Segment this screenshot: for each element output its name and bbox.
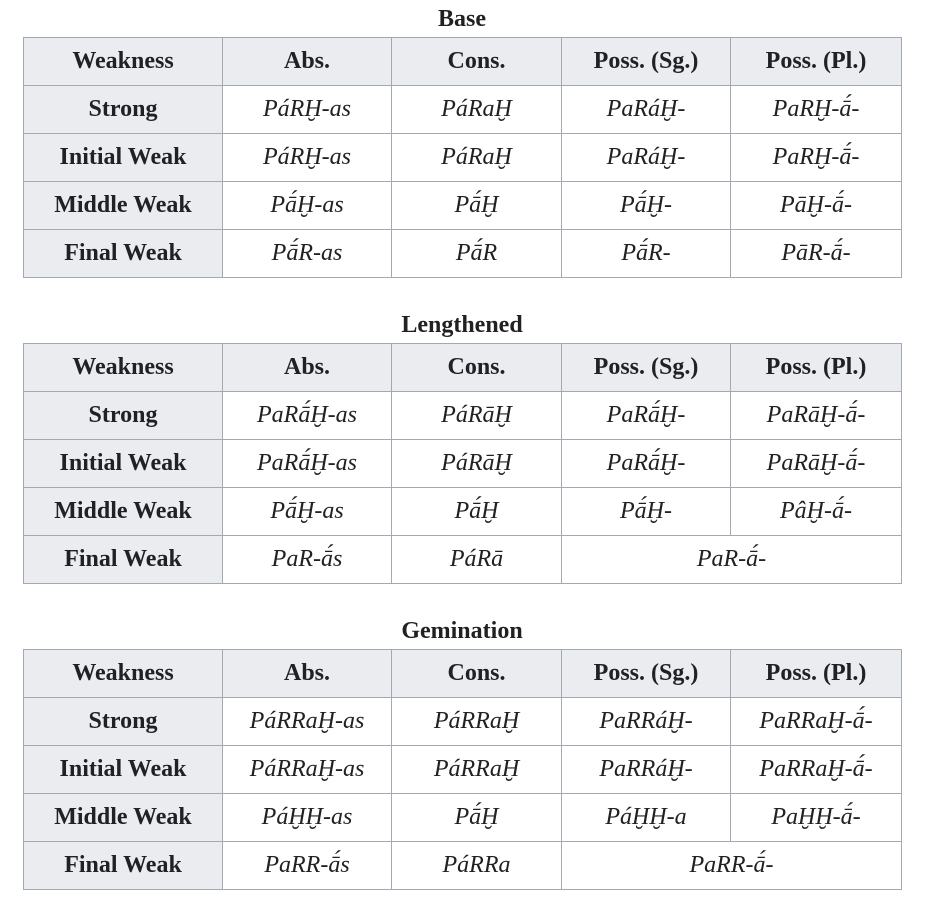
cell-abs: PaRā́Ḫ-as	[223, 392, 392, 440]
cell-poss-pl: PaRRaḪ-ā́-	[731, 746, 902, 794]
cell-poss-pl: PaRḪ-ā́-	[731, 86, 902, 134]
cell-poss-sg: PaRáḪ-	[562, 134, 731, 182]
header-weakness: Weakness	[24, 650, 223, 698]
table-row	[24, 698, 902, 746]
cell-poss-merged: PaR-ā́-	[562, 536, 902, 584]
row-label: Strong	[24, 86, 223, 134]
row-label: Initial Weak	[24, 746, 223, 794]
row-label: Strong	[24, 698, 223, 746]
cell-poss-pl: PaḪḪ-ā́-	[731, 794, 902, 842]
cell-cons: Pā́Ḫ	[392, 488, 562, 536]
cell-cons: PáRaḪ	[392, 86, 562, 134]
header-row	[24, 650, 902, 698]
row-label: Middle Weak	[24, 488, 223, 536]
cell-cons: PáRāḪ	[392, 440, 562, 488]
declension-table-base	[23, 37, 902, 278]
header-cons: Cons.	[392, 38, 562, 86]
table-row	[24, 182, 902, 230]
header-abs: Abs.	[223, 38, 392, 86]
header-poss-sg: Poss. (Sg.)	[562, 344, 731, 392]
cell-poss-sg: Pā́R-	[562, 230, 731, 278]
table-row	[24, 794, 902, 842]
table-row	[24, 440, 902, 488]
cell-cons: PáRRaḪ	[392, 746, 562, 794]
row-label: Middle Weak	[24, 182, 223, 230]
cell-poss-sg: PaRā́Ḫ-	[562, 440, 731, 488]
row-label: Initial Weak	[24, 134, 223, 182]
table-row	[24, 842, 902, 890]
declension-table-gemination	[23, 649, 902, 890]
table-row	[24, 134, 902, 182]
header-abs: Abs.	[223, 650, 392, 698]
cell-abs: PáḪḪ-as	[223, 794, 392, 842]
header-row	[24, 38, 902, 86]
header-poss-pl: Poss. (Pl.)	[731, 650, 902, 698]
table-block-base	[23, 1, 901, 278]
cell-poss-pl: PâḪ-ā́-	[731, 488, 902, 536]
cell-cons: Pā́Ḫ	[392, 794, 562, 842]
table-caption: Gemination	[401, 618, 523, 644]
header-row	[24, 344, 902, 392]
cell-cons: PáRā	[392, 536, 562, 584]
row-label: Final Weak	[24, 230, 223, 278]
cell-abs: PáRḪ-as	[223, 134, 392, 182]
cell-poss-merged: PaRR-ā́-	[562, 842, 902, 890]
table-row	[24, 230, 902, 278]
cell-poss-pl: PaRāḪ-ā́-	[731, 392, 902, 440]
cell-poss-pl: PaRRaḪ-ā́-	[731, 698, 902, 746]
row-label: Final Weak	[24, 536, 223, 584]
header-poss-sg: Poss. (Sg.)	[562, 650, 731, 698]
cell-poss-pl: PaRḪ-ā́-	[731, 134, 902, 182]
table-row	[24, 488, 902, 536]
table-caption: Base	[438, 6, 486, 32]
table-row	[24, 86, 902, 134]
header-cons: Cons.	[392, 650, 562, 698]
table-row	[24, 536, 902, 584]
row-label: Initial Weak	[24, 440, 223, 488]
header-abs: Abs.	[223, 344, 392, 392]
row-label: Final Weak	[24, 842, 223, 890]
cell-abs: Pā́Ḫ-as	[223, 488, 392, 536]
table-row	[24, 746, 902, 794]
header-weakness: Weakness	[24, 344, 223, 392]
header-poss-pl: Poss. (Pl.)	[731, 344, 902, 392]
cell-abs: PáRRaḪ-as	[223, 698, 392, 746]
table-block-lengthened	[23, 307, 901, 584]
cell-poss-sg: PaRRáḪ-	[562, 698, 731, 746]
table-row	[24, 392, 902, 440]
header-cons: Cons.	[392, 344, 562, 392]
cell-poss-pl: PāḪ-ā́-	[731, 182, 902, 230]
cell-poss-sg: Pā́Ḫ-	[562, 182, 731, 230]
cell-abs: PáRḪ-as	[223, 86, 392, 134]
cell-poss-sg: PaRRáḪ-	[562, 746, 731, 794]
cell-cons: PáRāḪ	[392, 392, 562, 440]
row-label: Strong	[24, 392, 223, 440]
header-poss-sg: Poss. (Sg.)	[562, 38, 731, 86]
cell-abs: PaR-ā́s	[223, 536, 392, 584]
declension-table-lengthened	[23, 343, 902, 584]
header-poss-pl: Poss. (Pl.)	[731, 38, 902, 86]
cell-poss-sg: PaRáḪ-	[562, 86, 731, 134]
cell-abs: PaRā́Ḫ-as	[223, 440, 392, 488]
cell-poss-sg: PáḪḪ-a	[562, 794, 731, 842]
cell-abs: Pā́R-as	[223, 230, 392, 278]
cell-poss-sg: PaRā́Ḫ-	[562, 392, 731, 440]
header-weakness: Weakness	[24, 38, 223, 86]
row-label: Middle Weak	[24, 794, 223, 842]
cell-cons: PáRRaḪ	[392, 698, 562, 746]
cell-poss-pl: PaRāḪ-ā́-	[731, 440, 902, 488]
cell-cons: PáRRa	[392, 842, 562, 890]
cell-cons: PáRaḪ	[392, 134, 562, 182]
table-block-gemination	[23, 613, 901, 890]
cell-poss-pl: PāR-ā́-	[731, 230, 902, 278]
cell-abs: PaRR-ā́s	[223, 842, 392, 890]
cell-abs: Pā́Ḫ-as	[223, 182, 392, 230]
table-caption: Lengthened	[401, 312, 523, 338]
cell-abs: PáRRaḪ-as	[223, 746, 392, 794]
cell-poss-sg: Pā́Ḫ-	[562, 488, 731, 536]
cell-cons: Pā́Ḫ	[392, 182, 562, 230]
cell-cons: Pā́R	[392, 230, 562, 278]
